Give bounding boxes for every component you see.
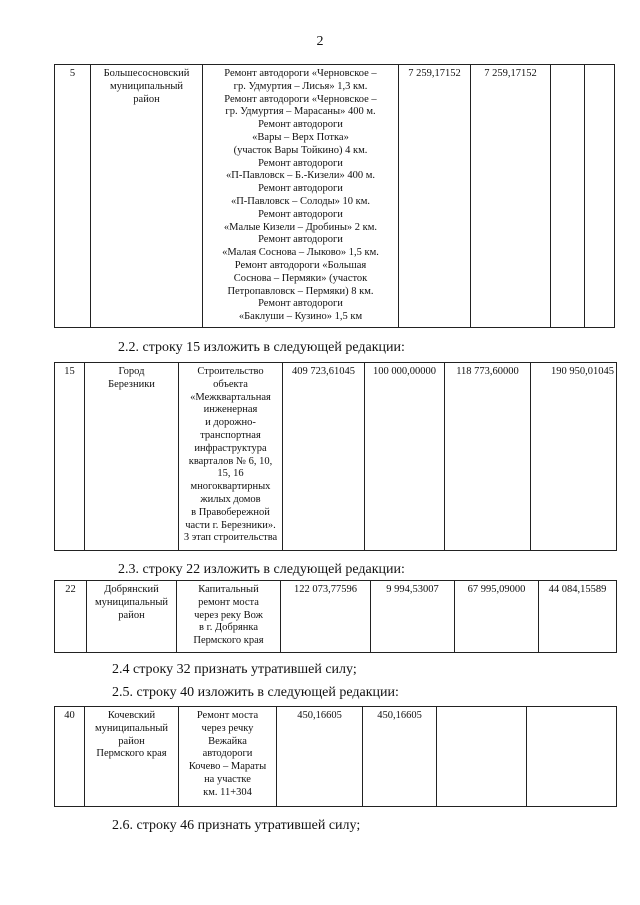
value-cell-2 — [551, 65, 585, 328]
value-cell-3: 44 084,15589 — [539, 581, 617, 653]
district-cell: Город Березники — [85, 363, 179, 551]
value-cell-3 — [527, 707, 617, 807]
total-cell: 122 073,77596 — [281, 581, 371, 653]
works-cell: Ремонт автодороги «Черновское – гр. Удмуртия – Лисья» 1,3 км. Ремонт автодороги «Черновское – гр. Удмуртия – Марасаны» 400 м. Ремонт автодороги «Вары – Верх Потка» (участок Вары Тойкино) 4 км. Ремонт автодороги «П-Павловск – Б.-Кизели» 400 м. Ремонт автодороги «П-Павловск – Солоды» 10 км. Ремонт автодороги «Малые Кизели – Дробины» 2 км. Ремонт автодороги «Малая Соснова – Лыково» 1,5 км. Ремонт автодороги «Большая Соснова – Пермяки» (участок Петропавловск – Пермяки) 8 км. Ремонт автодороги «Баклуши – Кузино» 1,5 км — [203, 65, 399, 328]
works-cell: Капитальный ремонт моста через реку Вож в г. Добрянка Пермского края — [177, 581, 281, 653]
row-number: 15 — [55, 363, 85, 551]
total-cell: 409 723,61045 — [283, 363, 365, 551]
row-number: 22 — [55, 581, 87, 653]
instruction-2-3: 2.3. строку 22 изложить в следующей редакции: — [118, 562, 405, 577]
value-cell-1: 100 000,00000 — [365, 363, 445, 551]
instruction-2-4: 2.4 строку 32 признать утратившей силу; — [112, 662, 357, 677]
value-cell-2: 67 995,09000 — [455, 581, 539, 653]
value-cell-1: 450,16605 — [363, 707, 437, 807]
table-row-22 — [54, 580, 617, 653]
value-cell-1: 9 994,53007 — [371, 581, 455, 653]
value-cell-2 — [437, 707, 527, 807]
table-row-15 — [54, 362, 617, 551]
value-cell-3 — [585, 65, 615, 328]
instruction-2-2: 2.2. строку 15 изложить в следующей редакции: — [118, 340, 405, 355]
row-number: 5 — [55, 65, 91, 328]
instruction-2-5: 2.5. строку 40 изложить в следующей редакции: — [112, 685, 399, 700]
works-cell: Ремонт моста через речку Вежайка автодороги Кочево – Мараты на участке км. 11+304 — [179, 707, 277, 807]
value-cell-3: 190 950,01045 — [531, 363, 617, 551]
page-number: 2 — [316, 34, 324, 49]
total-cell: 7 259,17152 — [399, 65, 471, 328]
total-cell: 450,16605 — [277, 707, 363, 807]
district-cell: Кочевский муниципальный район Пермского края — [85, 707, 179, 807]
value-cell-2: 118 773,60000 — [445, 363, 531, 551]
district-cell: Добрянский муниципальный район — [87, 581, 177, 653]
table-row-40 — [54, 706, 617, 807]
row-number: 40 — [55, 707, 85, 807]
table-row-5 — [54, 64, 615, 328]
works-cell: Строительство объекта «Межквартальная инженерная и дорожно- транспортная инфраструктура кварталов № 6, 10, 15, 16 многоквартирных жилых домов в Правобережной части г. Березники». 3 этап строительства — [179, 363, 283, 551]
value-cell-1: 7 259,17152 — [471, 65, 551, 328]
instruction-2-6: 2.6. строку 46 признать утратившей силу; — [112, 818, 361, 833]
district-cell: Большесосновский муниципальный район — [91, 65, 203, 328]
